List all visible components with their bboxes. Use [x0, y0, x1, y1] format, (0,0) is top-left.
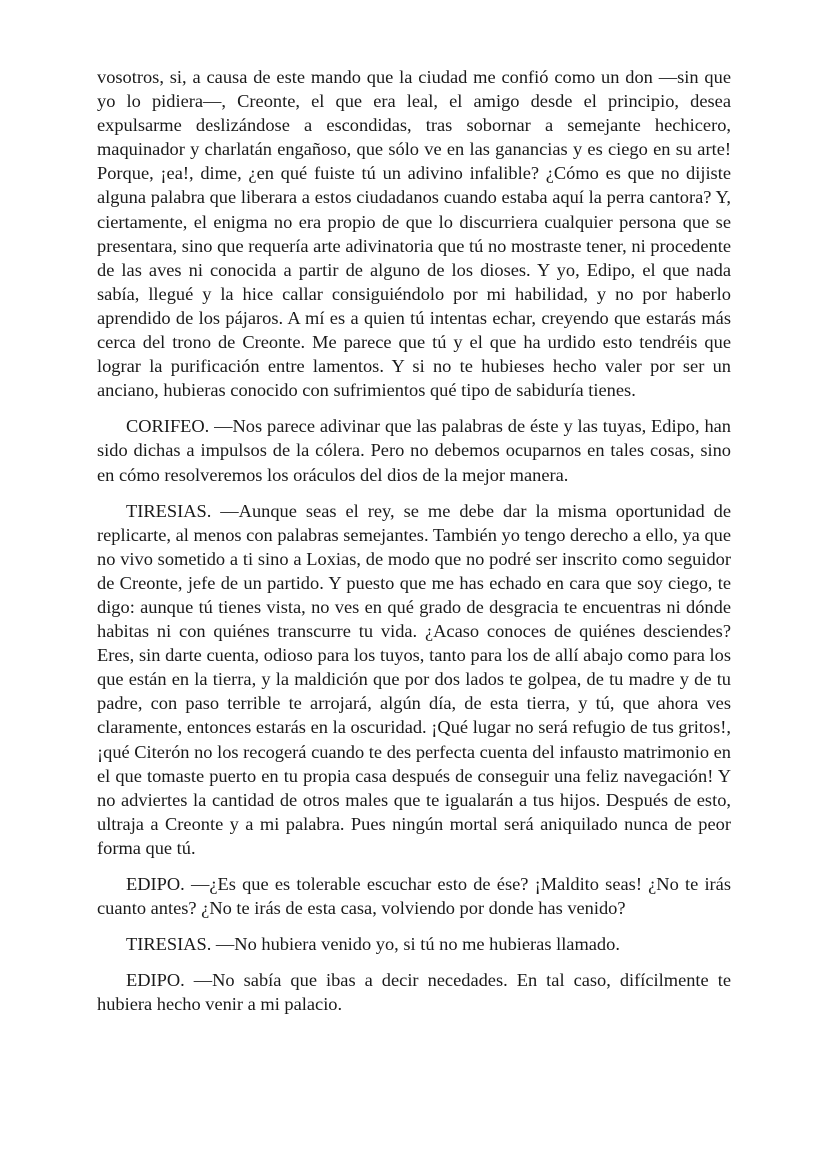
- paragraph-edipo-final: EDIPO. —No sabía que ibas a decir necedades. En tal caso, difícilmente te hubiera hecho venir a mi palacio.: [97, 970, 731, 1015]
- paragraph-tiresias-reply: TIRESIAS. —Aunque seas el rey, se me debe dar la misma oportunidad de replicarte, al menos con palabras semejantes. También yo tengo derecho a ello, ya que no vivo sometido a ti sino a Loxias, de modo que no podré ser inscrito como seguidor de Creonte, jefe de un partido. Y puesto que me has echado en cara que soy ciego, te digo: aunque tú tienes vista, no ves en qué grado de desgracia te encuentras ni dónde habitas ni con quiénes transcurre tu vida. ¿Acaso conoces de quiénes desciendes? Eres, sin darte cuenta, odioso para los tuyos, tanto para los de allí abajo como para los que están en la tierra, y la maldición que por dos lados te golpea, de tu madre y de tu padre, con paso terrible te arrojará, algún día, de esta tierra, y tú, que ahora ves claramente, entonces estarás en la oscuridad. ¡Qué lugar no será refugio de tus gritos!, ¡qué Citerón no los recogerá cuando te des perfecta cuenta del infausto matrimonio en el que tomaste puerto en tu propia casa después de conseguir una feliz navegación! Y no adviertes la cantidad de otros males que te igualarán a tus hijos. Después de esto, ultraja a Creonte y a mi palabra. Pues ningún mortal será aniquilado nunca de peor forma que tú.: [97, 500, 731, 858]
- paragraph-tiresias-short: TIRESIAS. —No hubiera venido yo, si tú no me hubieras llamado.: [126, 934, 620, 955]
- document-page: [97, 65, 731, 1028]
- paragraph-corifeo: CORIFEO. —Nos parece adivinar que las palabras de éste y las tuyas, Edipo, han sido dichas a impulsos de la cólera. Pero no debemos ocuparnos en tales cosas, sino en cómo resolveremos los oráculos del dios de la mejor manera.: [97, 416, 731, 485]
- paragraph-edipo-rebuke: EDIPO. —¿Es que es tolerable escuchar esto de ése? ¡Maldito seas! ¿No te irás cuanto antes? ¿No te irás de esta casa, volviendo por donde has venido?: [97, 874, 731, 919]
- paragraph-edipo-speech-continued: vosotros, si, a causa de este mando que la ciudad me confió como un don —sin que yo lo pidiera—, Creonte, el que era leal, el amigo desde el principio, desea expulsarme deslizándose a escondidas, tras sobornar a semejante hechicero, maquinador y charlatán engañoso, que sólo ve en las ganancias y es ciego en su arte! Porque, ¡ea!, dime, ¿en qué fuiste tú un adivino infalible? ¿Cómo es que no dijiste alguna palabra que liberara a estos ciudadanos cuando estaba aquí la perra cantora? Y, ciertamente, el enigma no era propio de que lo discurriera cualquier persona que se presentara, sino que requería arte adivinatoria que tú no mostraste tener, ni procedente de las aves ni conocida a partir de alguno de los dioses. Y yo, Edipo, el que nada sabía, llegué y la hice callar consiguiéndolo por mi habilidad, y no por haberlo aprendido de los pájaros. A mí es a quien tú intentas echar, creyendo que estarás más cerca del trono de Creonte. Me parece que tú y el que ha urdido esto tendréis que lograr la purificación entre lamentos. Y si no te hubieses hecho valer por ser un anciano, hubieras conocido con sufrimientos qué tipo de sabiduría tienes.: [97, 67, 731, 401]
